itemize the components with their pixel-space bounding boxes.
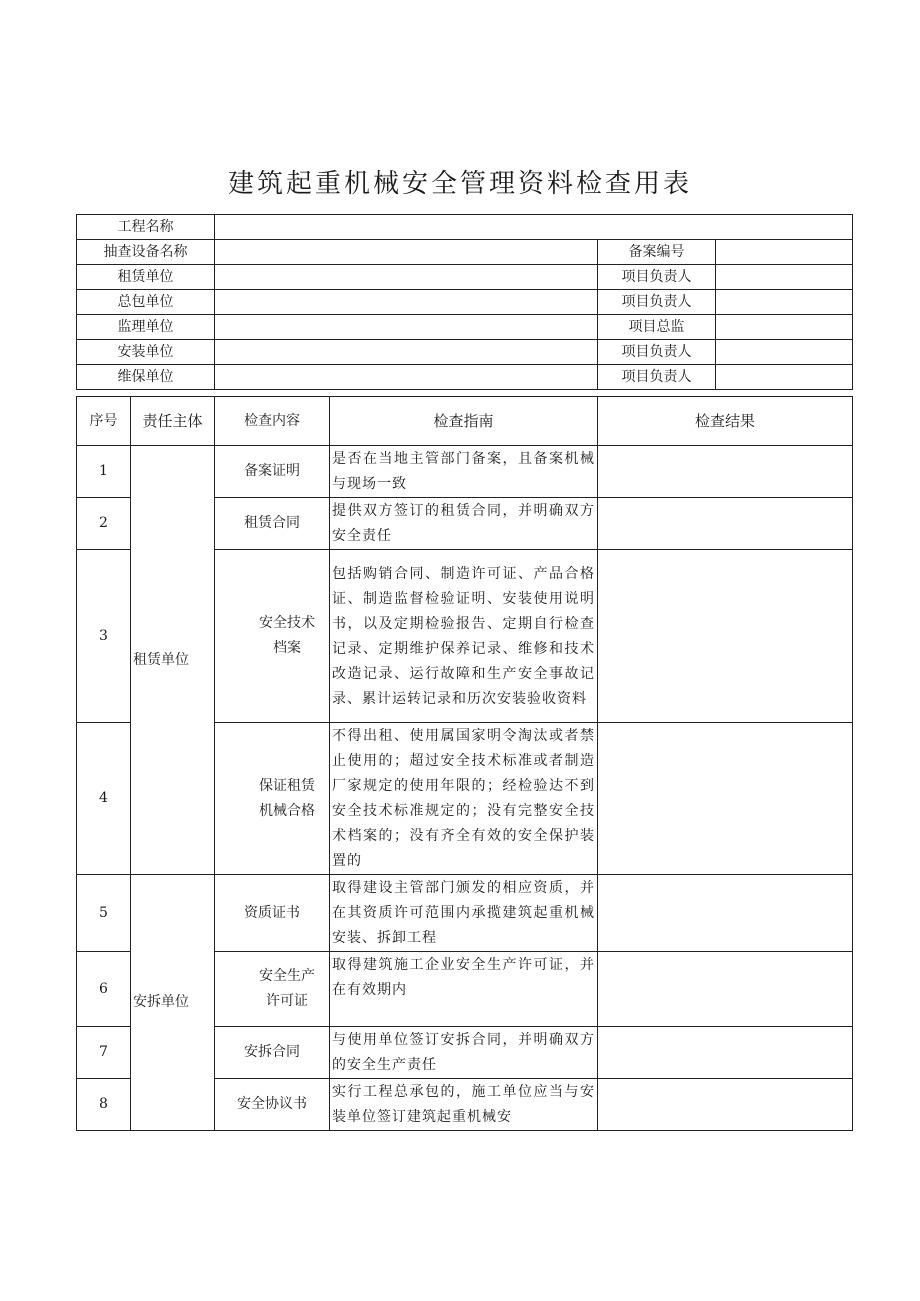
table-row bbox=[77, 875, 853, 952]
row-guide: 实行工程总承包的，施工单位应当与安装单位签订建筑起重机械安 bbox=[330, 1079, 598, 1131]
row-no: 6 bbox=[77, 952, 131, 1027]
row-content: 安拆合同 bbox=[215, 1027, 330, 1079]
info-row-general-contractor bbox=[77, 290, 853, 315]
installer-field[interactable] bbox=[215, 340, 598, 365]
row-no: 4 bbox=[77, 723, 131, 875]
row-content: 安全协议书 bbox=[215, 1079, 330, 1131]
row-content-line: 安全技术 bbox=[259, 615, 315, 631]
row-guide: 取得建设主管部门颁发的相应资质，并在其资质许可范围内承揽建筑起重机械安装、拆卸工程 bbox=[330, 875, 598, 952]
row-result-field[interactable] bbox=[598, 550, 853, 723]
row-guide: 提供双方签订的租赁合同，并明确双方安全责任 bbox=[330, 498, 598, 550]
chief-supervisor-label: 项目总监 bbox=[598, 315, 716, 340]
maintainer-manager-label: 项目负责人 bbox=[598, 365, 716, 390]
row-no: 5 bbox=[77, 875, 131, 952]
row-result-field[interactable] bbox=[598, 446, 853, 498]
check-table bbox=[76, 396, 853, 1131]
general-contractor-field[interactable] bbox=[215, 290, 598, 315]
row-no: 8 bbox=[77, 1079, 131, 1131]
project-info-table bbox=[76, 214, 853, 390]
row-no: 1 bbox=[77, 446, 131, 498]
project-name-label: 工程名称 bbox=[77, 215, 215, 240]
row-guide: 不得出租、使用属国家明令淘汰或者禁止使用的；超过安全技术标准或者制造厂家规定的使用年限的；经检验达不到安全技术标准规定的；没有完整安全技术档案的；没有齐全有效的安全保护装置的 bbox=[330, 723, 598, 875]
info-row-project-name bbox=[77, 215, 853, 240]
contractor-manager-field[interactable] bbox=[716, 290, 853, 315]
row-content bbox=[215, 952, 330, 1027]
record-no-field[interactable] bbox=[716, 240, 853, 265]
row-no: 7 bbox=[77, 1027, 131, 1079]
page-title: 建筑起重机械安全管理资料检查用表 bbox=[227, 169, 692, 199]
installer-manager-label: 项目负责人 bbox=[598, 340, 716, 365]
supervision-field[interactable] bbox=[215, 315, 598, 340]
row-result-field[interactable] bbox=[598, 1027, 853, 1079]
row-content-line: 机械合格 bbox=[259, 802, 315, 819]
table-row bbox=[77, 446, 853, 498]
installer-label: 安装单位 bbox=[77, 340, 215, 365]
row-content: 备案证明 bbox=[215, 446, 330, 498]
header-no: 序号 bbox=[77, 397, 131, 446]
row-guide: 与使用单位签订安拆合同，并明确双方的安全生产责任 bbox=[330, 1027, 598, 1079]
party-lessor: 租赁单位 bbox=[131, 446, 215, 875]
row-result-field[interactable] bbox=[598, 723, 853, 875]
contractor-manager-label: 项目负责人 bbox=[598, 290, 716, 315]
row-content bbox=[215, 723, 330, 875]
row-content: 资质证书 bbox=[215, 875, 330, 952]
device-name-label: 抽查设备名称 bbox=[77, 240, 215, 265]
row-result-field[interactable] bbox=[598, 875, 853, 952]
maintainer-label: 维保单位 bbox=[77, 365, 215, 390]
lessor-manager-label: 项目负责人 bbox=[598, 265, 716, 290]
record-no-label: 备案编号 bbox=[598, 240, 716, 265]
row-result-field[interactable] bbox=[598, 952, 853, 1027]
row-guide: 包括购销合同、制造许可证、产品合格证、制造监督检验证明、安装使用说明书，以及定期检验报告、定期自行检查记录、定期维护保养记录、维修和技术改造记录、运行故障和生产安全事故记录、累计运转记录和历次安装验收资料 bbox=[330, 550, 598, 723]
header-result: 检查结果 bbox=[598, 397, 853, 446]
lessor-label: 租赁单位 bbox=[77, 265, 215, 290]
header-content: 检查内容 bbox=[215, 397, 330, 446]
row-content-line: 许可证 bbox=[266, 993, 308, 1009]
info-row-lessor bbox=[77, 265, 853, 290]
general-contractor-label: 总包单位 bbox=[77, 290, 215, 315]
row-no: 3 bbox=[77, 550, 131, 723]
lessor-field[interactable] bbox=[215, 265, 598, 290]
project-name-field[interactable] bbox=[215, 215, 853, 240]
row-content-line: 保证租赁 bbox=[259, 777, 315, 794]
row-result-field[interactable] bbox=[598, 498, 853, 550]
header-party: 责任主体 bbox=[131, 397, 215, 446]
check-table-header bbox=[77, 397, 853, 446]
row-content-line: 安全生产 bbox=[259, 968, 315, 984]
maintainer-manager-field[interactable] bbox=[716, 365, 853, 390]
supervision-label: 监理单位 bbox=[77, 315, 215, 340]
lessor-manager-field[interactable] bbox=[716, 265, 853, 290]
device-name-field[interactable] bbox=[215, 240, 598, 265]
info-row-maintainer bbox=[77, 365, 853, 390]
row-content bbox=[215, 550, 330, 723]
installer-manager-field[interactable] bbox=[716, 340, 853, 365]
row-no: 2 bbox=[77, 498, 131, 550]
row-content: 租赁合同 bbox=[215, 498, 330, 550]
info-row-device-name bbox=[77, 240, 853, 265]
maintainer-field[interactable] bbox=[215, 365, 598, 390]
header-guide: 检查指南 bbox=[330, 397, 598, 446]
row-guide: 是否在当地主管部门备案，且备案机械与现场一致 bbox=[330, 446, 598, 498]
party-installer: 安拆单位 bbox=[131, 875, 215, 1131]
row-result-field[interactable] bbox=[598, 1079, 853, 1131]
row-guide: 取得建筑施工企业安全生产许可证，并在有效期内 bbox=[330, 952, 598, 1027]
row-content-line: 档案 bbox=[273, 640, 301, 656]
info-row-installer bbox=[77, 340, 853, 365]
info-row-supervision bbox=[77, 315, 853, 340]
chief-supervisor-field[interactable] bbox=[716, 315, 853, 340]
